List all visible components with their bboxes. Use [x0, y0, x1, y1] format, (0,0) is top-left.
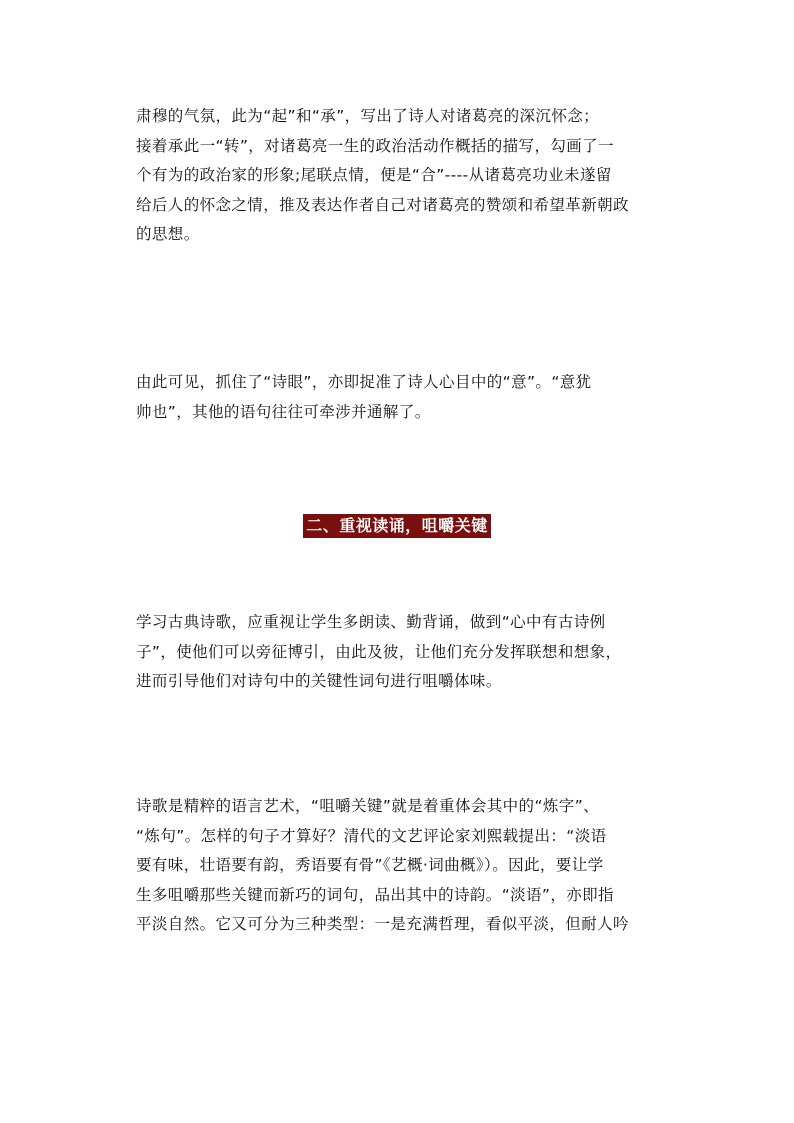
paragraph-line: 平淡自然。它又可分为三种类型：一是充满哲理，看似平淡，但耐人吟	[136, 915, 629, 933]
paragraph-line: 帅也”，其他的语句往往可牵涉并通解了。	[136, 402, 431, 421]
paragraph-line: 要有味，壮语要有韵，秀语要有骨”《艺概·词曲概》）。因此，要让学	[136, 856, 604, 874]
paragraph-line: 进而引导他们对诗句中的关键性词句进行咀嚼体味。	[136, 672, 502, 690]
section-heading-container	[0, 514, 794, 538]
paragraph-line: 肃穆的气氛，此为“起”和“承”，写出了诗人对诸葛亮的深沉怀念；	[136, 107, 600, 125]
paragraph-line: 接着承此一“转”，对诸葛亮一生的政治活动作概括的描写，勾画了一	[136, 136, 614, 155]
section-heading: 二、重视读诵，咀嚼关键	[303, 514, 491, 538]
paragraph-line: 个有为的政治家的形象;尾联点情，便是“合”----从诸葛亮功业未遂留	[136, 166, 612, 184]
paragraph-4	[136, 792, 664, 940]
paragraph-line: 给后人的怀念之情，推及表达作者自己对诸葛亮的赞颂和希望革新朝政	[136, 195, 629, 214]
paragraph-line: “炼句”。怎样的句子才算好？清代的文艺评论家刘熙载提出：“淡语	[136, 826, 607, 845]
paragraph-line: 生多咀嚼那些关键而新巧的词句，品出其中的诗韵。“淡语”，亦即指	[136, 885, 614, 904]
paragraph-line: 诗歌是精粹的语言艺术，“咀嚼关键”就是着重体会其中的“炼字”、	[136, 797, 600, 815]
paragraph-line: 子”，使他们可以旁征博引，由此及彼，让他们充分发挥联想和想象，	[136, 642, 622, 661]
paragraph-2	[136, 368, 664, 427]
paragraph-line: 学习古典诗歌，应重视让学生多朗读、勤背诵，做到“心中有古诗例	[136, 613, 606, 631]
paragraph-1	[136, 102, 664, 250]
paragraph-line: 的思想。	[136, 225, 200, 243]
paragraph-3	[136, 608, 664, 697]
paragraph-line: 由此可见，抓住了“诗眼”，亦即捉准了诗人心目中的“意”。“意犹	[136, 373, 592, 391]
